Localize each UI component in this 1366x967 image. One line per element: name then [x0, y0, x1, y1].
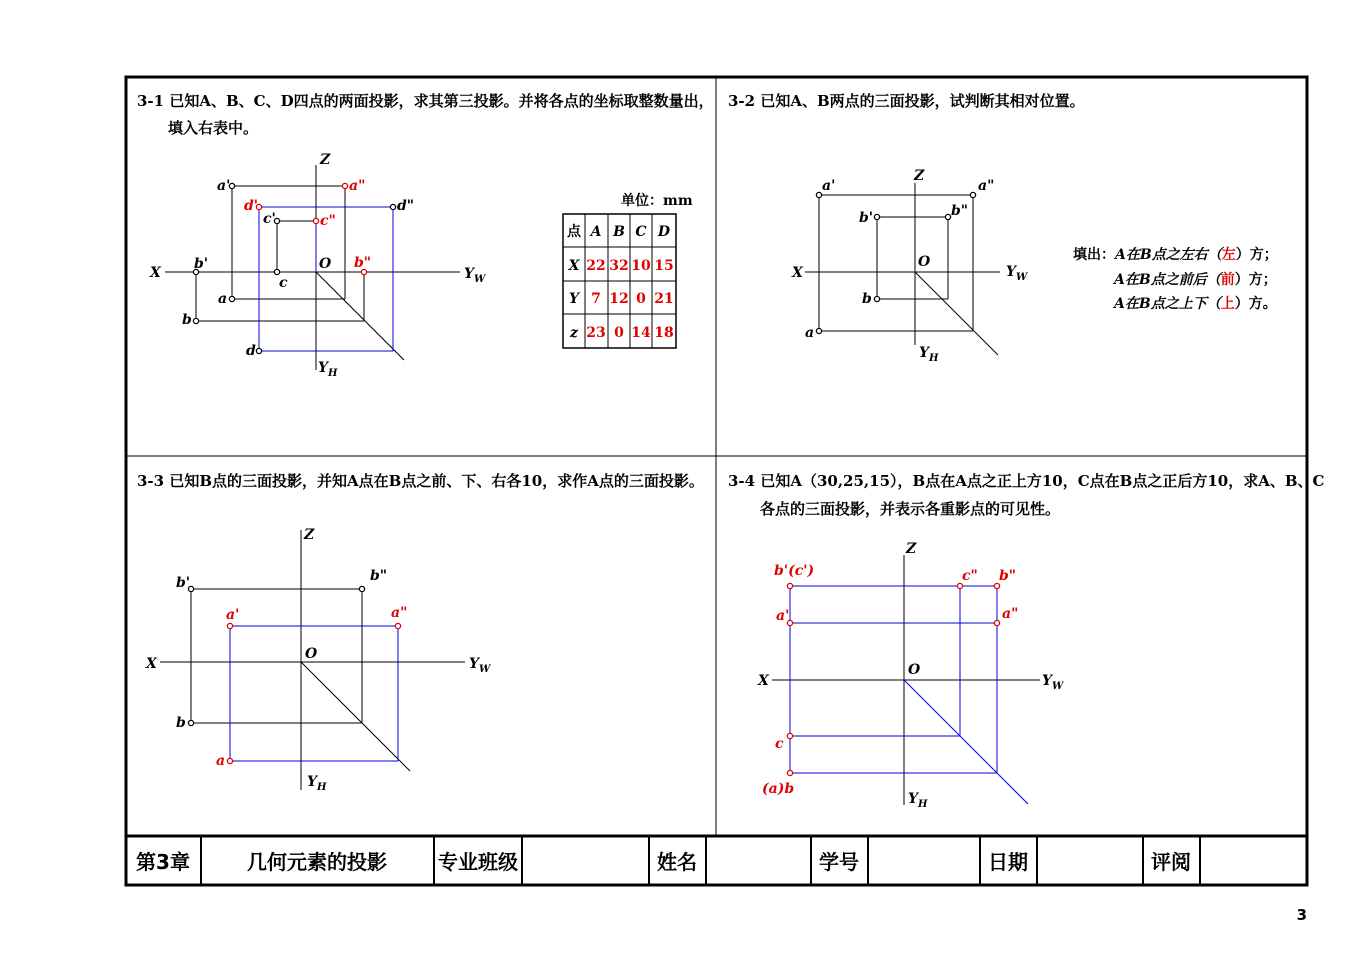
p3-title: 3-3 已知B点的三面投影，并知A点在B点之前、下、右各10，求作A点的三面投影。 — [137, 472, 704, 490]
major-class-label: 专业班级 — [438, 850, 518, 874]
p2-answers — [1073, 246, 1278, 312]
p1-title-line2: 填入右表中。 — [168, 119, 259, 137]
p3-label-b2: b" — [370, 568, 388, 584]
p2-diagonal — [915, 272, 998, 355]
p2-label-yh: $Y_H$ — [919, 345, 939, 364]
p1-label-b2: b" — [354, 255, 372, 271]
p1-label-d1: d' — [244, 198, 259, 214]
p1-label-z: Z — [320, 152, 331, 168]
p4-title-line1: 3-4 已知A（30,25,15），B点在A点之正上方10，C点在B点之正后方10，求A、B、C — [728, 472, 1325, 490]
p4-label-c2: c" — [962, 568, 978, 584]
table-header-point: 点 — [567, 224, 581, 240]
p1-label-yw: $Y_W$ — [464, 266, 486, 285]
p2-answer-left: 左 — [1221, 247, 1236, 263]
p4-label-x: X — [758, 673, 769, 689]
p4-label-c: c — [775, 736, 784, 752]
p4-label-b2: b" — [999, 568, 1017, 584]
table-header-a: A — [590, 224, 602, 240]
p3-diagonal — [301, 662, 410, 771]
problem-3-1 — [137, 92, 714, 379]
p2-suffix-3: ）方。 — [1234, 296, 1277, 312]
p2-label-o: O — [918, 254, 931, 270]
table-cell: 21 — [654, 291, 674, 307]
p2-suffix-1: ）方； — [1235, 247, 1278, 263]
p2-answer-line2 — [1112, 271, 1277, 288]
problem-3-2 — [728, 92, 1278, 364]
p3-label-z: Z — [304, 527, 315, 543]
chapter-title: 几何元素的投影 — [247, 850, 387, 874]
p3-points — [188, 586, 400, 763]
table-cell: 0 — [614, 325, 624, 341]
p1-diagonal — [316, 272, 404, 360]
p2-fill-prefix: 填出： — [1073, 247, 1115, 263]
p1-label-x: X — [150, 265, 161, 281]
p2-label-a1: a' — [822, 178, 836, 194]
p2-label-b2: b" — [951, 203, 969, 219]
p3-label-b: b — [176, 715, 186, 731]
p1-label-a1: a' — [217, 178, 231, 194]
p1-title-line1: 3-1 已知A、B、C、D四点的两面投影，求其第三投影。并将各点的坐标取整数量出， — [137, 92, 714, 110]
name-label: 姓名 — [657, 850, 697, 874]
p2-suffix-2: ）方； — [1234, 272, 1277, 288]
p1-label-a: a — [218, 291, 228, 307]
table-cell: 14 — [631, 325, 651, 341]
table-cell: 32 — [609, 258, 629, 274]
problem-3-3 — [137, 472, 704, 793]
p1-label-a2: a" — [349, 178, 366, 194]
chapter-label: 第3章 — [136, 850, 190, 874]
review-label: 评阅 — [1151, 850, 1191, 874]
p1-label-b1: b' — [194, 256, 209, 272]
table-cell: 10 — [631, 258, 651, 274]
p2-label-yw: $Y_W$ — [1006, 264, 1028, 283]
p1-label-yh: $Y_H$ — [318, 360, 338, 379]
p4-label-ab: (a)b — [762, 781, 795, 797]
p2-answer-line1 — [1073, 246, 1278, 263]
table-header-b: B — [613, 224, 625, 240]
p2-title: 3-2 已知A、B两点的三面投影，试判断其相对位置。 — [728, 92, 1085, 110]
table-row-z-label: z — [570, 325, 578, 341]
p4-label-o: O — [908, 662, 921, 678]
p4-title-line2: 各点的三面投影，并表示各重影点的可见性。 — [760, 500, 1061, 518]
p4-label-bc1: b'(c') — [774, 563, 815, 579]
table-cell: 12 — [609, 291, 629, 307]
table-header-d: D — [657, 224, 671, 240]
problem-3-4 — [728, 472, 1325, 810]
p4-blue-lines — [790, 586, 1028, 804]
p3-label-b1: b' — [176, 575, 191, 591]
p4-label-yh: $Y_H$ — [908, 791, 928, 810]
p2-label-b1: b' — [859, 210, 874, 226]
table-header-c: C — [635, 224, 647, 240]
p3-label-yw: $Y_W$ — [469, 656, 491, 675]
p4-label-z: Z — [906, 541, 917, 557]
p3-label-a: a — [216, 753, 226, 769]
p4-label-yw: $Y_W$ — [1042, 673, 1064, 692]
p3-black-lines — [191, 589, 362, 723]
p1-label-b: b — [182, 312, 192, 328]
table-cell: 0 — [636, 291, 646, 307]
p1-label-c1: c' — [263, 211, 276, 227]
date-label: 日期 — [988, 850, 1028, 874]
p2-answer-line3 — [1112, 295, 1277, 312]
table-row-y-label: Y — [569, 291, 579, 307]
table-cell: 18 — [654, 325, 674, 341]
student-id-label: 学号 — [819, 850, 859, 874]
table-cell: 15 — [654, 258, 674, 274]
p1-label-d: d — [246, 343, 256, 359]
p2-label-z: Z — [914, 168, 925, 184]
table-row-x-label: X — [568, 258, 580, 274]
p4-label-a1: a' — [776, 608, 790, 624]
p4-label-a2: a" — [1002, 606, 1019, 622]
p1-label-c2: c" — [320, 213, 336, 229]
table-cell: 23 — [586, 325, 606, 341]
title-block — [126, 836, 1307, 885]
p1-label-c: c — [279, 275, 288, 291]
p3-label-o: O — [305, 646, 318, 662]
p2-label-x: X — [792, 265, 803, 281]
p2-label-b: b — [862, 291, 872, 307]
p2-line3-text: A在B点之上下（ — [1114, 296, 1221, 312]
table-cell: 7 — [591, 291, 601, 307]
p2-label-a: a — [805, 325, 815, 341]
p1-label-o: O — [319, 256, 332, 272]
table-cell: 22 — [586, 258, 606, 274]
page-number: 3 — [1296, 906, 1307, 924]
p2-answer-front: 前 — [1220, 272, 1235, 288]
p1-coordinate-table — [563, 214, 676, 348]
p3-label-a1: a' — [226, 607, 240, 623]
p1-unit-label: 单位：mm — [621, 193, 693, 209]
p2-answer-up: 上 — [1220, 296, 1235, 312]
p1-label-d2: d" — [397, 198, 415, 214]
p3-label-a2: a" — [391, 605, 408, 621]
p2-line1-text: A在B点之左右（ — [1115, 247, 1222, 263]
p3-label-x: X — [146, 656, 157, 672]
p2-label-a2: a" — [978, 178, 995, 194]
p2-line2-text: A在B点之前后（ — [1114, 272, 1221, 288]
p3-label-yh: $Y_H$ — [307, 774, 327, 793]
